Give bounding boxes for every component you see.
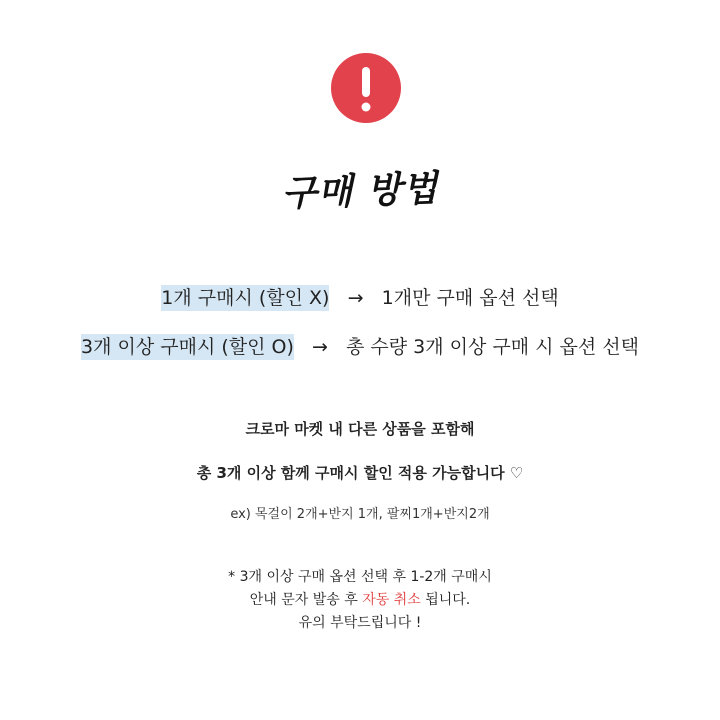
option-result: 1개만 구매 옵션 선택 [381, 287, 559, 309]
notice-text: 됩니다. [420, 592, 471, 608]
notice-line-3: 유의 부탁드립니다 ! [298, 615, 422, 631]
option-highlight: 1개 구매시 (할인 X) [161, 287, 330, 309]
option-highlight: 3개 이상 구매시 (할인 O) [81, 336, 294, 358]
promo-line-2: 총 3개 이상 함께 구매시 할인 적용 가능합니다 ♡ [196, 464, 524, 482]
auto-cancel-text: 자동 취소 [362, 592, 421, 608]
arrow-icon: → [347, 287, 364, 309]
promo-example: ex) 목걸이 2개+반지 1개, 팔찌1개+반지2개 [230, 507, 490, 522]
promo-line-1: 크로마 마켓 내 다른 상품을 포함해 [245, 420, 475, 438]
option-result: 총 수량 3개 이상 구매 시 옵션 선택 [346, 336, 639, 358]
option-row-single [0, 284, 720, 312]
option-row-bundle [0, 333, 720, 361]
notice-line-2 [0, 589, 720, 611]
exclamation-icon [331, 53, 401, 123]
arrow-icon: → [311, 336, 328, 358]
notice-line-1: * 3개 이상 구매 옵션 선택 후 1-2개 구매시 [228, 569, 492, 585]
page-title: 구매 방법 [281, 167, 440, 215]
notice-text: 안내 문자 발송 후 [249, 592, 363, 608]
